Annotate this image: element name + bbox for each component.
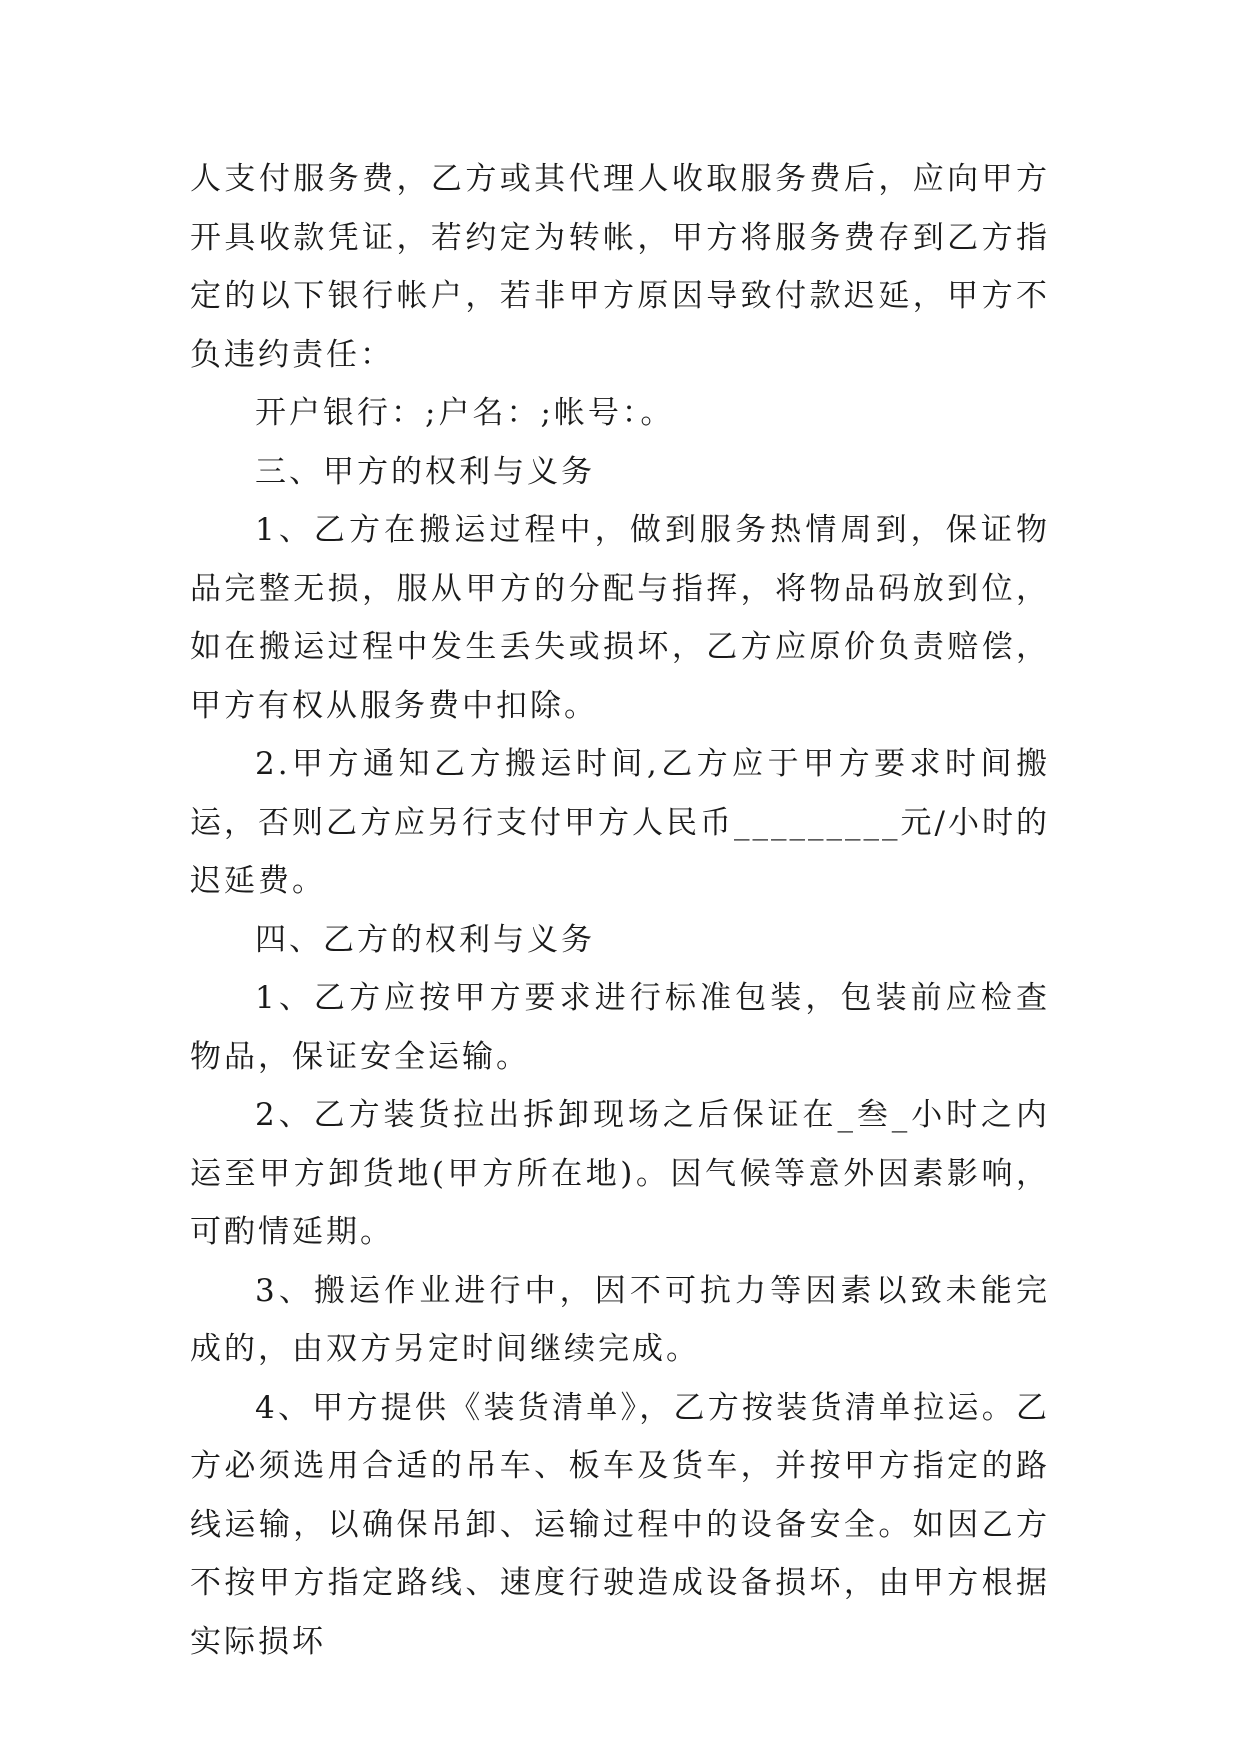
section-heading-party-a: 三、甲方的权利与义务 xyxy=(255,453,595,490)
clause-a-1: 1、乙方在搬运过程中，做到服务热情周到，保证物品完整无损，服从甲方的分配与指挥，将物品码放到位，如在搬运过程中发生丢失或损坏，乙方应原价负责赔偿，甲方有权从服务费中扣除。 xyxy=(190,512,1050,724)
clause-b-2: 2、乙方装货拉出拆卸现场之后保证在_叁_小时之内运至甲方卸货地(甲方所在地)。因气候等意外因素影响，可酌情延期。 xyxy=(190,1097,1050,1250)
paragraph-payment-terms: 人支付服务费，乙方或其代理人收取服务费后，应向甲方开具收款凭证，若约定为转帐，甲方将服务费存到乙方指定的以下银行帐户，若非甲方原因导致付款迟延，甲方不负违约责任： xyxy=(190,161,1050,373)
paragraph-bank-account: 开户银行：;户名：;帐号：。 xyxy=(255,395,675,431)
clause-b-3: 3、搬运作业进行中，因不可抗力等因素以致未能完成的，由双方另定时间继续完成。 xyxy=(190,1272,1050,1367)
document-page xyxy=(190,150,1050,1671)
clause-b-1: 1、乙方应按甲方要求进行标准包装，包装前应检查物品，保证安全运输。 xyxy=(190,980,1050,1075)
section-heading-party-b: 四、乙方的权利与义务 xyxy=(255,921,595,958)
clause-a-2: 2.甲方通知乙方搬运时间,乙方应于甲方要求时间搬运，否则乙方应另行支付甲方人民币_________元/小时的迟延费。 xyxy=(190,746,1050,899)
clause-b-4: 4、甲方提供《装货清单》，乙方按装货清单拉运。乙方必须选用合适的吊车、板车及货车，并按甲方指定的路线运输，以确保吊卸、运输过程中的设备安全。如因乙方不按甲方指定路线、速度行驶造成设备损坏，由甲方根据实际损坏 xyxy=(190,1389,1050,1660)
